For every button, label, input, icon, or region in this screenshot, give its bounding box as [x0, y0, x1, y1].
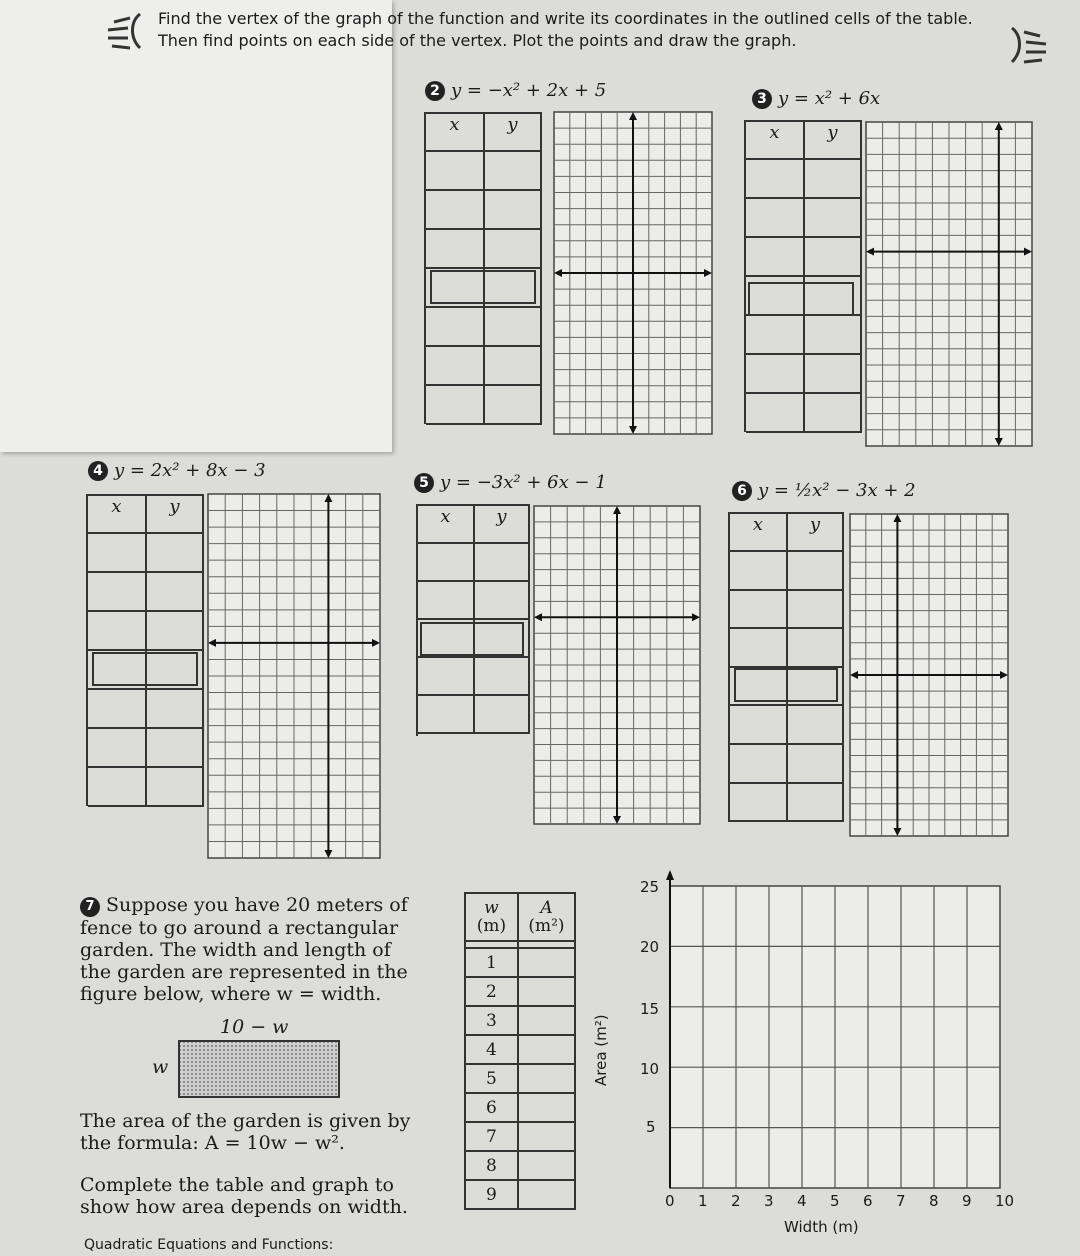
area-cell[interactable] [518, 1064, 575, 1093]
area-cell[interactable] [518, 1180, 575, 1209]
table-cell[interactable] [805, 238, 862, 277]
w-value: 6 [465, 1093, 518, 1122]
problem-5-equation [414, 472, 607, 493]
table-cell[interactable] [746, 238, 805, 277]
table-cell[interactable] [730, 745, 788, 784]
paper-scrap [0, 0, 392, 452]
y-axis-label: Area (m²) [592, 1014, 610, 1086]
table-cell[interactable] [485, 230, 542, 269]
table-cell[interactable] [147, 729, 204, 768]
table-cell[interactable] [788, 552, 844, 591]
table-cell[interactable] [485, 386, 542, 425]
w-value: 1 [465, 948, 518, 977]
table-cell[interactable] [805, 394, 862, 433]
table-cell[interactable] [788, 706, 844, 745]
decorative-lines-icon [100, 8, 152, 52]
problem-3-table [744, 120, 862, 432]
table-cell[interactable] [475, 696, 530, 734]
vertex-outline [420, 622, 524, 656]
problem-5-table [416, 504, 530, 736]
table-cell[interactable] [426, 152, 485, 191]
table-cell[interactable] [746, 199, 805, 238]
problem-7-line: 7 Suppose you have 20 meters of [80, 894, 460, 917]
table-cell[interactable] [88, 768, 147, 807]
x-tick: 5 [830, 1192, 840, 1210]
complete-text [80, 1174, 460, 1218]
decorative-lines-icon-right [1000, 22, 1056, 66]
table-cell[interactable] [730, 552, 788, 591]
w-value: 7 [465, 1122, 518, 1151]
problem-7-line: garden. The width and length of [80, 939, 391, 961]
table-cell[interactable] [788, 591, 844, 630]
x-header: x [88, 496, 147, 534]
table-cell[interactable] [788, 784, 844, 823]
problem-7-line: figure below, where w = width. [80, 983, 382, 1005]
table-cell[interactable] [147, 612, 204, 651]
problem-7-line: fence to go around a rectangular [80, 917, 399, 939]
instructions: Find the vertex of the graph of the function and write its coordinates in the outlined cells of the table. Then find points on each side of the vertex. Plot the points and draw the graph. [158, 9, 973, 50]
table-cell[interactable] [475, 544, 530, 582]
x-tick: 9 [962, 1192, 972, 1210]
w-value: 4 [465, 1035, 518, 1064]
table-cell[interactable] [730, 706, 788, 745]
table-cell[interactable] [418, 696, 475, 734]
problem-2-formula: y = −x² + 2x + 5 [451, 80, 607, 101]
problem-4-formula: y = 2x² + 8x − 3 [114, 460, 266, 481]
x-tick: 7 [896, 1192, 906, 1210]
width-label: w [152, 1056, 169, 1078]
table-cell[interactable] [147, 690, 204, 729]
table-cell[interactable] [418, 544, 475, 582]
garden-rectangle [178, 1040, 340, 1098]
table-cell[interactable] [147, 573, 204, 612]
vertex-outline [748, 282, 854, 316]
w-header: w (m) [465, 893, 518, 941]
table-cell[interactable] [805, 160, 862, 199]
table-cell[interactable] [88, 729, 147, 768]
complete-line: Complete the table and graph to [80, 1174, 394, 1196]
x-tick: 3 [764, 1192, 774, 1210]
table-cell[interactable] [88, 612, 147, 651]
table-cell[interactable] [805, 355, 862, 394]
table-cell[interactable] [147, 768, 204, 807]
x-tick: 0 [665, 1192, 675, 1210]
y-header: y [805, 122, 862, 160]
x-tick: 1 [698, 1192, 708, 1210]
x-header: x [426, 114, 485, 152]
area-cell[interactable] [518, 948, 575, 977]
y-header: y [788, 514, 844, 552]
problem-4-table [86, 494, 204, 806]
problem-6-grid [848, 512, 1010, 838]
problem-2-number: 2 [425, 81, 445, 101]
formula-text [80, 1110, 460, 1154]
area-cell[interactable] [518, 1006, 575, 1035]
table-cell[interactable] [88, 690, 147, 729]
problem-4-number: 4 [88, 461, 108, 481]
table-cell[interactable] [746, 160, 805, 199]
w-value: 3 [465, 1006, 518, 1035]
y-tick: 20 [640, 938, 660, 956]
problem-3-number: 3 [752, 89, 772, 109]
table-cell[interactable] [426, 386, 485, 425]
w-value: 8 [465, 1151, 518, 1180]
vertex-outline [430, 270, 536, 304]
problem-7-number: 7 [80, 897, 100, 917]
problem-2-table [424, 112, 542, 424]
table-cell[interactable] [418, 582, 475, 620]
area-cell[interactable] [518, 1151, 575, 1180]
area-cell[interactable] [518, 1093, 575, 1122]
table-cell[interactable] [746, 355, 805, 394]
table-cell[interactable] [88, 534, 147, 573]
x-axis-label: Width (m) [784, 1218, 859, 1236]
table-cell[interactable] [485, 152, 542, 191]
table-cell[interactable] [730, 784, 788, 823]
table-cell[interactable] [805, 199, 862, 238]
problem-3-grid [864, 120, 1034, 448]
x-header: x [746, 122, 805, 160]
table-cell[interactable] [475, 582, 530, 620]
table-cell[interactable] [805, 316, 862, 355]
y-tick: 15 [640, 1000, 660, 1018]
table-cell[interactable] [730, 591, 788, 630]
y-tick: 25 [640, 878, 660, 896]
complete-line: show how area depends on width. [80, 1196, 408, 1218]
problem-5-number: 5 [414, 473, 434, 493]
problem-5-grid [532, 504, 702, 826]
formula-line: the formula: A = 10w − w². [80, 1132, 345, 1154]
area-cell[interactable] [518, 977, 575, 1006]
y-header: y [485, 114, 542, 152]
area-cell[interactable] [518, 1035, 575, 1064]
x-tick: 2 [731, 1192, 741, 1210]
problem-6-formula: y = ½x² − 3x + 2 [758, 480, 916, 501]
problem-3-formula: y = x² + 6x [778, 88, 881, 109]
y-header: y [147, 496, 204, 534]
table-cell[interactable] [485, 308, 542, 347]
table-cell[interactable] [88, 573, 147, 612]
table-cell[interactable] [746, 394, 805, 433]
width-area-table [464, 892, 576, 1210]
x-tick: 6 [863, 1192, 873, 1210]
w-value: 5 [465, 1064, 518, 1093]
problem-2-equation [425, 80, 606, 101]
x-header: x [730, 514, 788, 552]
table-cell[interactable] [788, 745, 844, 784]
problem-6-equation [732, 480, 916, 501]
vertex-outline [92, 652, 198, 686]
length-label: 10 − w [220, 1016, 289, 1038]
problem-6-table [728, 512, 844, 822]
table-cell[interactable] [426, 308, 485, 347]
x-tick: 4 [797, 1192, 807, 1210]
problem-3-equation [752, 88, 880, 109]
table-cell[interactable] [147, 534, 204, 573]
vertex-outline [734, 668, 838, 702]
x-tick: 10 [995, 1192, 1015, 1210]
area-cell[interactable] [518, 1122, 575, 1151]
x-header: x [418, 506, 475, 544]
area-graph [664, 870, 1004, 1196]
problem-7-text [80, 894, 460, 1005]
y-tick: 10 [640, 1060, 660, 1078]
y-header: y [475, 506, 530, 544]
problem-5-formula: y = −3x² + 6x − 1 [440, 472, 607, 493]
problem-4-equation [88, 460, 266, 481]
table-cell[interactable] [730, 629, 788, 668]
table-cell[interactable] [485, 347, 542, 386]
problem-6-number: 6 [732, 481, 752, 501]
table-cell[interactable] [475, 658, 530, 696]
table-cell[interactable] [746, 316, 805, 355]
problem-7-line: the garden are represented in the [80, 961, 408, 983]
w-value: 2 [465, 977, 518, 1006]
table-cell[interactable] [418, 658, 475, 696]
problem-4-grid [206, 492, 382, 860]
formula-line: The area of the garden is given by [80, 1110, 411, 1132]
a-header: A (m²) [518, 893, 575, 941]
footer: Quadratic Equations and Functions: [84, 1237, 334, 1253]
table-cell[interactable] [426, 347, 485, 386]
table-cell[interactable] [788, 629, 844, 668]
x-tick: 8 [929, 1192, 939, 1210]
table-cell[interactable] [426, 230, 485, 269]
y-tick: 5 [646, 1118, 656, 1136]
table-cell[interactable] [426, 191, 485, 230]
table-cell[interactable] [485, 191, 542, 230]
w-value: 9 [465, 1180, 518, 1209]
problem-2-grid [552, 110, 714, 436]
